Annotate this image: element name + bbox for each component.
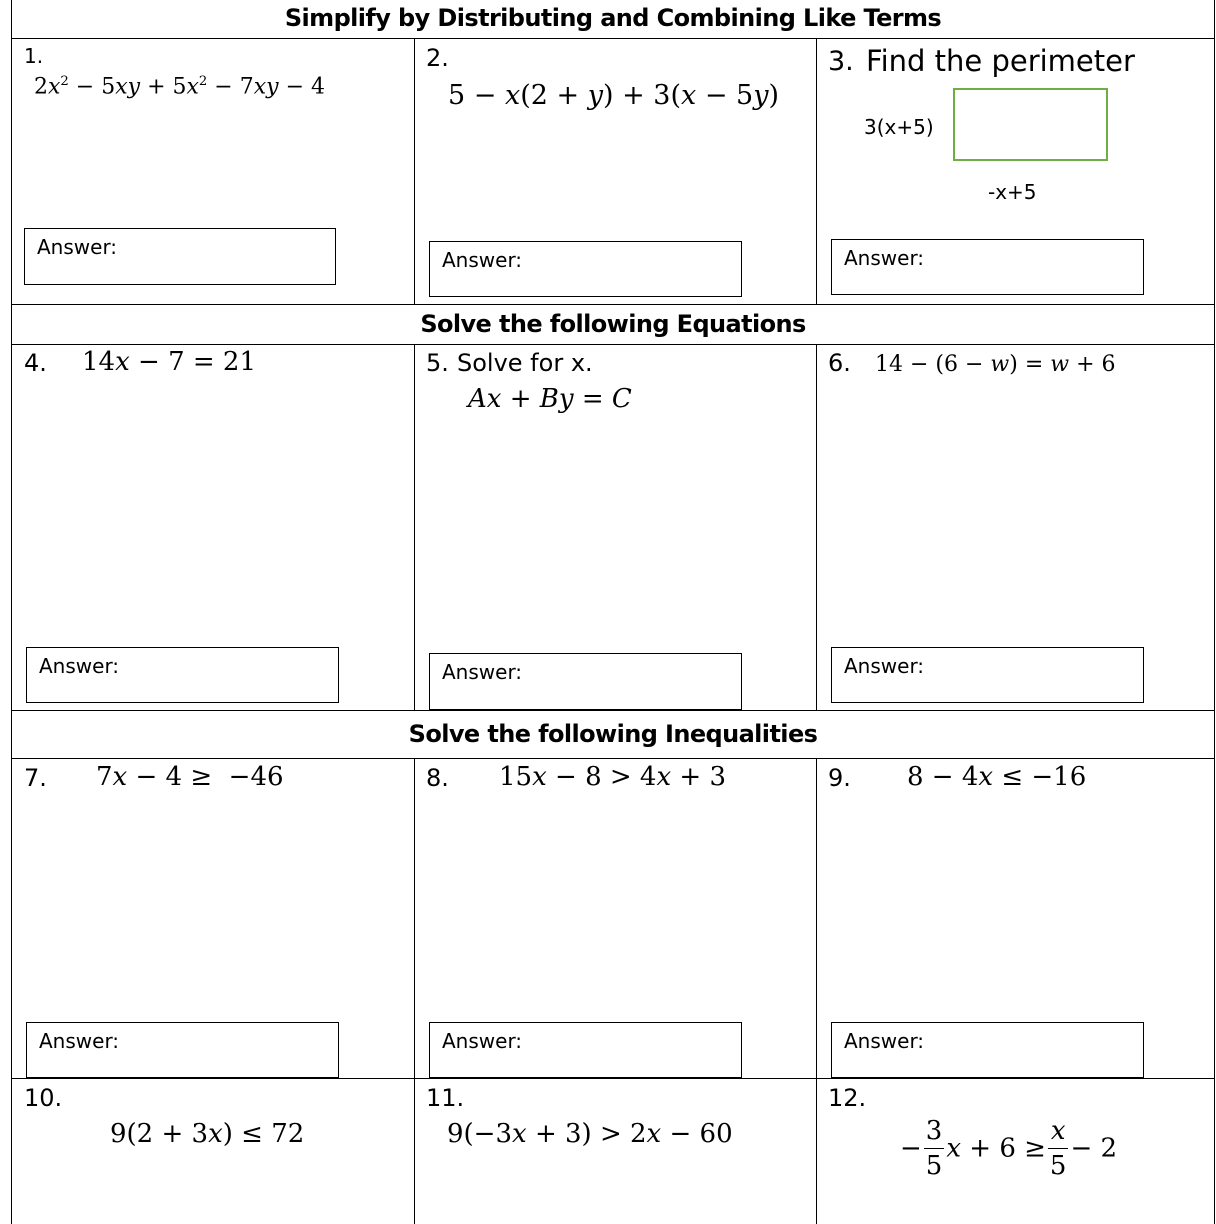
column-divider-1 [414, 758, 415, 1224]
row-divider [11, 344, 1215, 345]
problem-7-answer-box[interactable] [26, 1022, 339, 1078]
rectangle-side-label: 3(x+5) [864, 115, 934, 139]
tail-term: − 2 [1070, 1133, 1118, 1164]
problem-4-expression: 14x − 7 = 21 [82, 347, 257, 377]
problem-6-number: 6. [828, 349, 851, 377]
perimeter-rectangle [953, 88, 1108, 161]
problem-11-expression: 9(−3x + 3) > 2x − 60 [447, 1119, 733, 1149]
column-divider-2 [816, 38, 817, 304]
problem-5-number: 5. [426, 349, 449, 377]
answer-label: Answer: [844, 654, 925, 678]
problem-7-expression: 7x − 4 ≥ −46 [96, 762, 284, 792]
problem-10-expression: 9(2 + 3x) ≤ 72 [110, 1119, 305, 1149]
fraction-numerator: x [1048, 1118, 1069, 1149]
fraction-x-5 [1048, 1118, 1069, 1179]
fraction-denominator: 5 [925, 1151, 943, 1181]
problem-1-number: 1. [24, 44, 44, 68]
column-divider-1 [414, 344, 415, 710]
problem-2-number: 2. [426, 44, 449, 72]
problem-5-expression: Ax + By = C [468, 384, 632, 414]
problem-12-number: 12. [828, 1084, 867, 1112]
problem-9-number: 9. [828, 764, 851, 792]
section-header-equations: Solve the following Equations [420, 310, 806, 338]
problem-3-prompt: Find the perimeter [866, 44, 1135, 78]
row-divider [11, 38, 1215, 39]
answer-label: Answer: [844, 246, 925, 270]
fraction-3-5 [924, 1118, 945, 1179]
answer-label: Answer: [442, 248, 523, 272]
row-divider [11, 710, 1215, 711]
answer-label: Answer: [37, 235, 118, 259]
problem-4-number: 4. [24, 349, 47, 377]
answer-label: Answer: [39, 1029, 120, 1053]
problem-3-answer-box[interactable] [831, 239, 1144, 295]
problem-6-answer-box[interactable] [831, 647, 1144, 703]
row-divider [11, 1078, 1215, 1079]
answer-label: Answer: [844, 1029, 925, 1053]
problem-2-answer-box[interactable] [429, 241, 742, 297]
problem-9-expression: 8 − 4x ≤ −16 [907, 762, 1087, 792]
problem-6-expression: 14 − (6 − w) = w + 6 [875, 352, 1116, 377]
problem-8-answer-box[interactable] [429, 1022, 742, 1078]
problem-8-number: 8. [426, 764, 449, 792]
row-divider [11, 758, 1215, 759]
section-header-simplify: Simplify by Distributing and Combining Like Terms [284, 4, 942, 32]
answer-label: Answer: [442, 660, 523, 684]
neg-sign: − [900, 1133, 922, 1164]
column-divider-1 [414, 38, 415, 304]
problem-1-answer-box[interactable] [24, 228, 336, 285]
problem-2-expression: 5 − x(2 + y) + 3(x − 5y) [448, 80, 780, 111]
problem-3-number: 3. [828, 46, 854, 77]
problem-9-answer-box[interactable] [831, 1022, 1144, 1078]
problem-8-expression: 15x − 8 > 4x + 3 [499, 762, 727, 792]
column-divider-2 [816, 344, 817, 710]
fraction-denominator: 5 [1049, 1151, 1067, 1181]
problem-1-expression: $2x^2 - 5xy + 5x^2 - 7xy - 4$ [34, 74, 325, 100]
table-border-right [1214, 0, 1215, 1224]
problem-5-prompt: Solve for x. [457, 349, 593, 377]
row-divider [11, 304, 1215, 305]
problem-10-number: 10. [24, 1084, 63, 1112]
column-divider-2 [816, 758, 817, 1224]
problem-12-expression: − $\frac{3}{5}$ x + 6 ≥ $\frac{x}{5}$ − 2 [900, 1116, 1118, 1181]
problem-4-answer-box[interactable] [26, 647, 339, 703]
problem-7-number: 7. [24, 764, 47, 792]
table-border-left [11, 0, 12, 1224]
fraction-numerator: 3 [924, 1118, 945, 1149]
rectangle-bottom-label: -x+5 [988, 180, 1037, 204]
answer-label: Answer: [442, 1029, 523, 1053]
problem-5-answer-box[interactable] [429, 653, 742, 710]
problem-11-number: 11. [426, 1084, 465, 1112]
section-header-inequalities: Solve the following Inequalities [408, 720, 818, 748]
answer-label: Answer: [39, 654, 120, 678]
